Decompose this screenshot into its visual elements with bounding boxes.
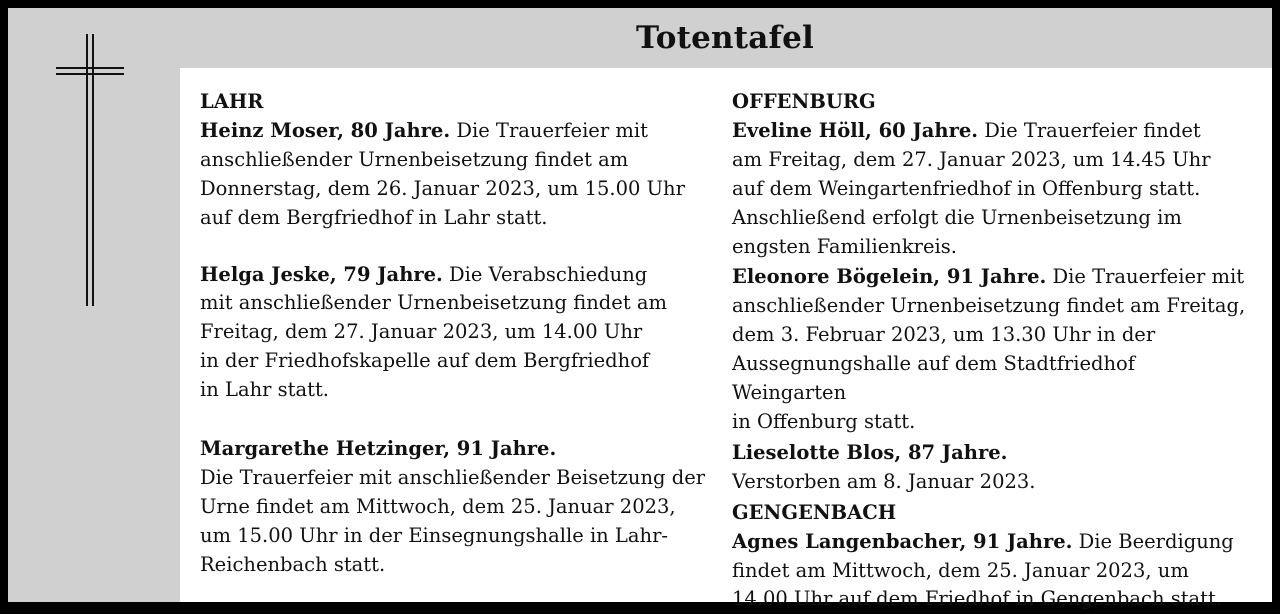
entry-text: Die Trauerfeier mit anschließender Beisetzung der: [200, 465, 706, 489]
entry-text: anschließender Urnenbeisetzung findet am: [200, 147, 629, 171]
entry-text: mit anschließender Urnenbeisetzung findet am: [200, 291, 667, 315]
obituary-entry: [732, 528, 1252, 614]
entry-text: um 15.00 Uhr in der Einsegnungshalle in Lahr-: [200, 523, 668, 547]
entry-name: Lieselotte Blos, 87 Jahre.: [732, 440, 1008, 464]
entry-text: Die Trauerfeier mit: [450, 118, 648, 142]
cross-icon: [56, 34, 128, 306]
entry-text: Freitag, dem 27. Januar 2023, um 14.00 Uhr: [200, 320, 643, 344]
obituary-entry: [200, 435, 710, 580]
obituary-entry: [200, 261, 710, 406]
entry-text: Die Verabschiedung: [442, 262, 648, 286]
entry-text: in Lahr statt.: [200, 378, 329, 402]
entry-text: Urne findet am Mittwoch, dem 25. Januar 2023,: [200, 494, 676, 518]
entry-text: Donnerstag, dem 26. Januar 2023, um 15.00 Uhr: [200, 176, 685, 200]
entry-name: Margarethe Hetzinger, 91 Jahre.: [200, 437, 557, 461]
entry-text: findet am Mittwoch, dem 25. Januar 2023, um: [732, 558, 1189, 582]
entry-name: Eveline Höll, 60 Jahre.: [732, 118, 979, 142]
entry-text: Verstorben am 8. Januar 2023.: [732, 469, 1036, 493]
obituary-entry: [732, 117, 1252, 262]
entry-text: Die Trauerfeier findet: [978, 118, 1201, 142]
entry-name: Helga Jeske, 79 Jahre.: [200, 262, 443, 286]
obituary-entry: [200, 117, 710, 233]
entry-text: Anschließend erfolgt die Urnenbeisetzung im: [732, 205, 1182, 229]
entry-text: engsten Familienkreis.: [732, 234, 957, 258]
entry-text: in der Friedhofskapelle auf dem Bergfriedhof: [200, 349, 650, 373]
entry-text: Reichenbach statt.: [200, 552, 386, 576]
entry-text: auf dem Bergfriedhof in Lahr statt.: [200, 205, 548, 229]
obituary-panel: [8, 8, 1272, 611]
entry-text: anschließender Urnenbeisetzung findet am Freitag,: [732, 294, 1246, 318]
entry-text: in Offenburg statt.: [732, 409, 916, 433]
entry-name: Heinz Moser, 80 Jahre.: [200, 118, 451, 142]
entry-name: Agnes Langenbacher, 91 Jahre.: [732, 529, 1073, 553]
column-left: [200, 88, 710, 580]
entry-text: dem 3. Februar 2023, um 13.30 Uhr in der: [732, 323, 1156, 347]
obituary-entry: [732, 439, 1252, 497]
region-heading: LAHR: [200, 90, 264, 113]
page-title: Totentafel: [635, 20, 814, 56]
entry-text: Die Beerdigung: [1072, 529, 1234, 553]
entry-text: Aussegnungshalle auf dem Stadtfriedhof Weingarten: [732, 352, 1136, 405]
region-heading: GENGENBACH: [732, 500, 897, 524]
obituary-entry: [732, 263, 1252, 436]
region-heading: OFFENBURG: [732, 90, 876, 113]
entry-text: Die Trauerfeier mit: [1046, 265, 1245, 289]
entry-name: Eleonore Bögelein, 91 Jahre.: [732, 265, 1047, 289]
entry-text: 14.00 Uhr auf dem Friedhof in Gengenbach statt.: [732, 587, 1223, 611]
obituary-content: [180, 68, 1272, 611]
entry-text: auf dem Weingartenfriedhof in Offenburg statt.: [732, 176, 1201, 200]
column-right: [732, 88, 1252, 614]
entry-text: am Freitag, dem 27. Januar 2023, um 14.45 Uhr: [732, 147, 1211, 171]
